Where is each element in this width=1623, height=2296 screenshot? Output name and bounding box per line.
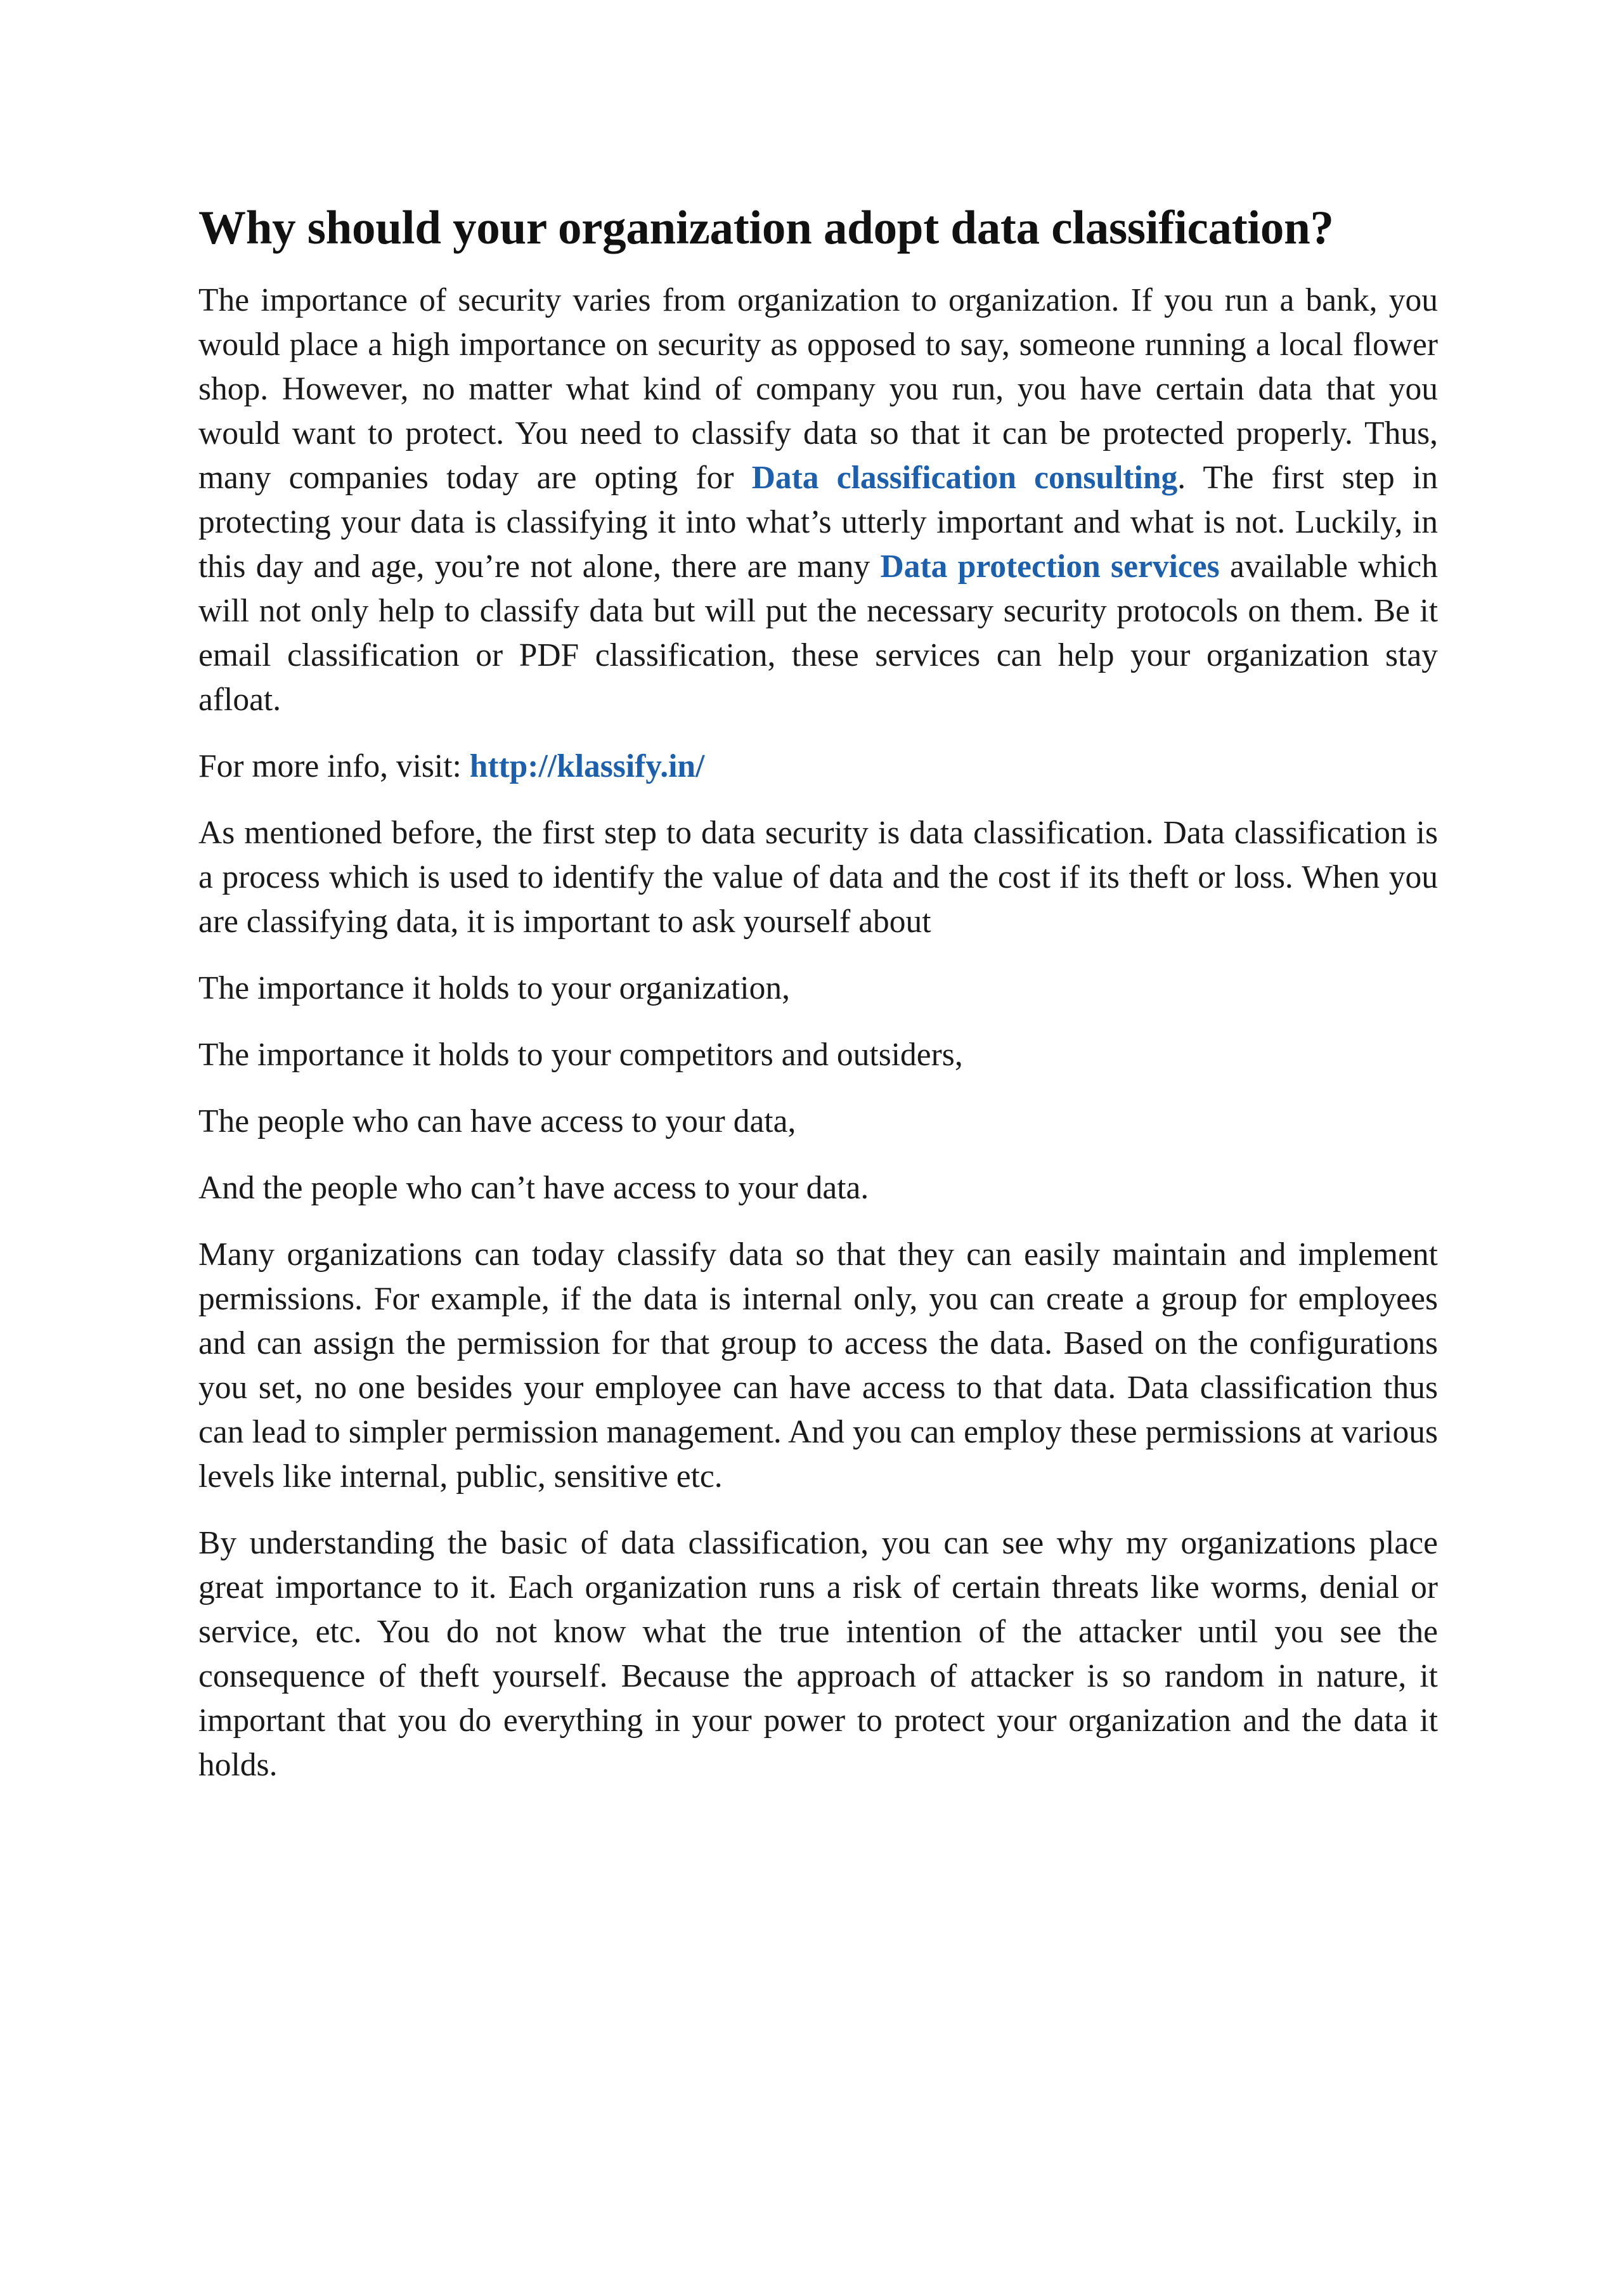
question-item-4: And the people who can’t have access to your data. — [198, 1170, 869, 1206]
more-info-paragraph — [198, 744, 1438, 789]
more-info-label: For more info, visit: — [198, 748, 470, 784]
data-classification-consulting-link[interactable]: Data classification consulting — [751, 460, 1178, 496]
klassify-url-link[interactable]: http://klassify.in/ — [469, 748, 705, 784]
question-item-1: The importance it holds to your organization, — [198, 970, 790, 1006]
question-item-2: The importance it holds to your competitors and outsiders, — [198, 1037, 963, 1073]
question-item-3: The people who can have access to your data, — [198, 1103, 796, 1139]
intro-paragraph — [198, 278, 1438, 722]
data-protection-services-link[interactable]: Data protection services — [880, 548, 1220, 585]
document-title: Why should your organization adopt data classification? — [198, 202, 1334, 254]
conclusion-paragraph: By understanding the basic of data classification, you can see why my organizations place great importance to it. Each organization runs a risk of certain threats like worms, denial or service, etc. You do not know what the true intention of the attacker until you see the consequence of theft yourself. Because the approach of attacker is so random in nature, it important that you do everything in your power to protect your organization and the data it holds. — [198, 1525, 1438, 1783]
intro-text-3: available which will not only help to classify data but will put the necessary security protocols on them. Be it email classification or PDF classification, these services can help your organization stay afloat. — [198, 548, 1439, 718]
classification-paragraph: As mentioned before, the first step to data security is data classification. Data classification is a process which is used to identify the value of data and the cost if its theft or loss. When you are classifying data, it is important to ask yourself about — [198, 815, 1438, 940]
permissions-paragraph: Many organizations can today classify data so that they can easily maintain and implement permissions. For example, if the data is internal only, you can create a group for employees and can assign the permission for that group to access the data. Based on the configurations you set, no one besides your employee can have access to that data. Data classification thus can lead to simpler permission management. And you can employ these permissions at various levels like internal, public, sensitive etc. — [198, 1236, 1438, 1495]
intro-text-1: The importance of security varies from organization to organization. If you run a bank, you would place a high importance on security as opposed to say, someone running a local flower shop. However, no matter what kind of company you run, you have certain data that you would want to protect. You need to classify data so that it can be protected properly. Thus, many companies today are opting for — [198, 282, 1438, 496]
document-page — [198, 193, 1438, 1810]
intro-text-2: . The first step in protecting your data is classifying it into what’s utterly important and what is not. Luckily, in this day and age, you’re not alone, there are many — [198, 460, 1438, 585]
